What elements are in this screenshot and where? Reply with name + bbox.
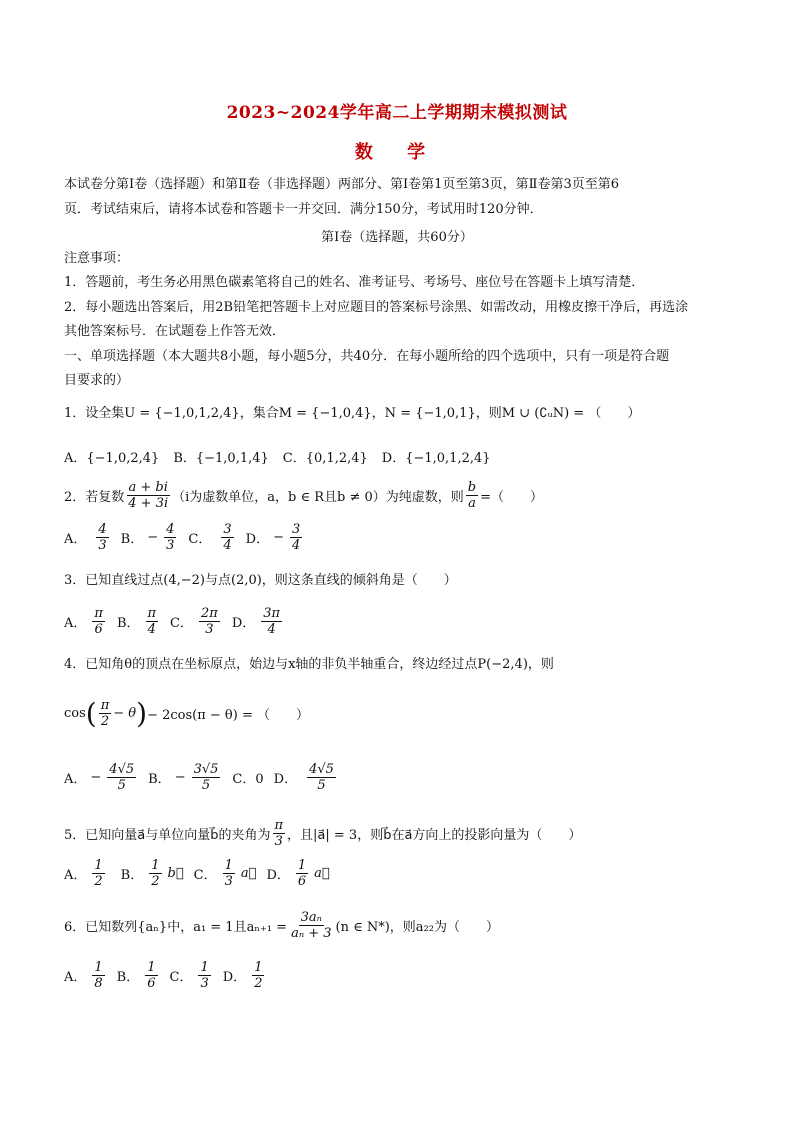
intro-line-1: 本试卷分第Ⅰ卷（选择题）和第Ⅱ卷（非选择题）两部分、第Ⅰ卷第1页至第3页，第Ⅱ卷第3页至第6 — [64, 177, 620, 192]
q2-stem — [64, 480, 543, 511]
q5-stem-post: ，且|a⃗| = 3，则b⃗在a⃗方向上的投影向量为（ ） — [287, 828, 582, 843]
q6-option-c — [170, 960, 213, 991]
q6-d-num: 1 — [254, 960, 263, 975]
q2-options — [64, 522, 304, 553]
q4-right-paren-icon: ) — [136, 696, 148, 730]
q1-option-c: C．{0,1,2,4} — [282, 451, 368, 466]
q3-d-den: 4 — [267, 622, 276, 637]
q3-option-c — [170, 606, 222, 637]
q3-c-frac — [199, 606, 220, 637]
q2-b-den: 3 — [166, 538, 175, 553]
q4-expr-mid: − θ — [113, 706, 137, 721]
q4-a-den: 5 — [117, 778, 126, 793]
q3-c-label: C． — [170, 616, 193, 631]
q5-d-suffix: a⃗ — [314, 866, 330, 881]
q5-d-den: 6 — [297, 874, 307, 889]
q5-d-num: 1 — [297, 858, 307, 873]
q5-option-b — [121, 858, 184, 889]
q2-option-a — [64, 522, 111, 553]
volume-heading: 第Ⅰ卷（选择题，共60分） — [321, 230, 473, 245]
q3-a-den: 6 — [94, 622, 103, 637]
q6-b-frac — [145, 960, 157, 991]
note-2-line-1: 2．每小题选出答案后，用2B铅笔把答题卡上对应题目的答案标号涂黑、如需改动，用橡皮擦干净后，再选涂 — [64, 300, 689, 315]
intro-line-2: 页．考试结束后，请将本试卷和答题卡一并交回．满分150分，考试用时120分钟． — [64, 202, 543, 217]
q6-c-num: 1 — [200, 960, 209, 975]
q3-d-num: 3π — [263, 606, 281, 621]
q4-option-d — [274, 762, 338, 793]
q5-a-label: A． — [64, 868, 87, 883]
q5-c-label: C． — [193, 868, 217, 883]
q3-b-label: B． — [116, 616, 140, 631]
q1-option-d: D．{−1,0,1,2,4} — [381, 451, 491, 466]
q4-d-den: 5 — [317, 778, 326, 793]
q5-a-den: 2 — [94, 874, 103, 889]
note-2-line-2: 其他答案标号．在试题卷上作答无效． — [64, 324, 286, 339]
q3-a-num: π — [94, 606, 103, 621]
q3-option-d — [232, 606, 284, 637]
q4-a-frac — [107, 762, 136, 793]
q4-b-den: 5 — [201, 778, 211, 793]
q5-c-suffix: a⃗ — [240, 866, 257, 881]
q2-frac-den: 4 + 3i — [128, 496, 169, 511]
q4-left-paren-icon: ( — [85, 696, 97, 730]
q5-b-suffix: b⃗ — [167, 866, 184, 881]
q3-a-frac — [92, 606, 105, 637]
q5-a-num: 1 — [94, 858, 103, 873]
q2-fraction — [126, 480, 170, 511]
q6-a-num: 1 — [94, 960, 103, 975]
q6-c-frac — [198, 960, 210, 991]
q2-b-sign: − — [147, 530, 159, 545]
q4-option-c: C．0 — [232, 772, 264, 787]
q6-stem-pre: 6．已知数列{aₙ}中，a₁ = 1且aₙ₊₁ = — [64, 920, 288, 935]
q3-b-frac — [146, 606, 159, 637]
q5-option-d — [266, 858, 329, 889]
q4-expression — [64, 698, 309, 729]
q6-c-label: C． — [169, 970, 193, 985]
q5-frac-num: π — [274, 818, 284, 833]
q2-c-frac — [221, 522, 233, 553]
q1-options — [64, 447, 491, 466]
q6-options — [64, 960, 266, 991]
q6-frac — [289, 910, 333, 941]
q5-b-label: B． — [120, 868, 144, 883]
q4-expr-frac — [99, 698, 112, 729]
q1-stem: 1．设全集U = {−1,0,1,2,4}，集合M = {−1,0,4}，N = {−1,0,1}，则M ∪ (∁ᵤN) = （ ） — [64, 406, 641, 421]
q2-stem-middle: （i为虚数单位，a，b ∈ R且b ≠ 0）为纯虚数，则 — [172, 490, 464, 505]
q3-d-frac — [261, 606, 282, 637]
notes-heading: 注意事项： — [64, 251, 130, 266]
q3-d-label: D． — [231, 616, 256, 631]
q4-b-frac — [192, 762, 221, 793]
q5-b-frac — [149, 858, 161, 889]
q2-d-sign: − — [273, 530, 284, 545]
q2-fraction-2 — [466, 480, 478, 511]
q2-frac2-num: b — [467, 480, 477, 495]
q6-d-label: D． — [222, 970, 247, 985]
q4-d-num: 4√5 — [309, 762, 334, 777]
q3-a-label: A． — [64, 616, 87, 631]
q2-a-label: A． — [64, 532, 87, 547]
q2-d-den: 4 — [292, 538, 301, 553]
q5-b-num: 1 — [151, 858, 160, 873]
q2-option-b — [121, 522, 179, 553]
q6-a-den: 8 — [94, 976, 103, 991]
q2-d-num: 3 — [292, 522, 301, 537]
q6-b-den: 6 — [147, 976, 156, 991]
q6-a-label: A． — [64, 970, 87, 985]
q5-stem-pre: 5．已知向量a⃗与单位向量b⃗的夹角为 — [64, 828, 271, 843]
q2-a-num: 4 — [98, 522, 107, 537]
q4-a-label: A． — [64, 772, 87, 787]
q3-b-num: π — [147, 606, 157, 621]
exam-title: 2023~2024学年高二上学期期末模拟测试 — [226, 103, 568, 123]
q4-b-label: B． — [148, 772, 171, 787]
q2-b-label: B． — [120, 532, 144, 547]
section-heading-line-2: 目要求的） — [64, 373, 130, 388]
q4-expr-num: π — [100, 698, 110, 713]
q3-b-den: 4 — [147, 622, 156, 637]
q1-option-a: A．{−1,0,2,4} — [64, 451, 160, 466]
q5-c-frac — [223, 858, 235, 889]
q6-frac-den: aₙ + 3 — [291, 926, 332, 941]
q6-b-num: 1 — [147, 960, 156, 975]
q4-b-sign: − — [174, 770, 186, 785]
q5-frac — [273, 818, 286, 849]
exam-subject: 数 学 — [354, 142, 440, 163]
q2-option-c — [188, 522, 235, 553]
q2-stem-suffix: =（ ） — [480, 490, 544, 505]
q4-options — [64, 762, 338, 793]
q6-a-frac — [92, 960, 104, 991]
q4-d-label: D． — [273, 772, 298, 787]
q5-stem — [64, 818, 581, 849]
q2-c-den: 4 — [223, 538, 232, 553]
q4-a-sign: − — [90, 770, 102, 785]
note-1: 1．答题前，考生务必用黑色碳素笔将自己的姓名、准考证号、考场号、座位号在答题卡上填写清楚． — [64, 275, 645, 290]
section-heading-line-1: 一、单项选择题（本大题共8小题，每小题5分，共40分．在每小题所给的四个选项中，只有一项是符合题 — [64, 349, 670, 364]
q3-c-den: 3 — [205, 622, 214, 637]
q2-frac-num: a + bi — [128, 480, 168, 495]
q6-c-den: 3 — [200, 976, 209, 991]
q6-option-d — [223, 960, 267, 991]
q2-d-frac — [290, 522, 302, 553]
q2-c-label: C． — [188, 532, 212, 547]
q2-a-frac — [96, 522, 108, 553]
q2-b-num: 4 — [166, 522, 175, 537]
q2-b-frac — [164, 522, 176, 553]
q4-option-a — [64, 762, 138, 793]
q2-a-den: 3 — [98, 538, 107, 553]
q2-c-num: 3 — [223, 522, 232, 537]
q3-option-b — [117, 606, 160, 637]
q4-d-frac — [307, 762, 336, 793]
q4-a-num: 4√5 — [109, 762, 135, 777]
q6-b-label: B． — [116, 970, 140, 985]
q5-option-a — [64, 858, 111, 889]
q4-expr-pre: cos — [64, 706, 86, 721]
q2-stem-prefix: 2．若复数 — [64, 490, 125, 505]
q3-stem: 3．已知直线过点(4,−2)与点(2,0)，则这条直线的倾斜角是（ ） — [64, 573, 457, 588]
q2-option-d — [246, 522, 305, 553]
q5-c-num: 1 — [224, 858, 233, 873]
q6-option-b — [117, 960, 160, 991]
q4-b-num: 3√5 — [193, 762, 219, 777]
q4-option-b — [148, 762, 222, 793]
q5-b-den: 2 — [151, 874, 160, 889]
q6-option-a — [64, 960, 107, 991]
q4-expr-den: 2 — [100, 714, 110, 729]
q5-d-frac — [296, 858, 308, 889]
q5-c-den: 3 — [224, 874, 233, 889]
q2-frac2-den: a — [468, 496, 476, 511]
q3-option-a — [64, 606, 107, 637]
q6-d-den: 2 — [254, 976, 263, 991]
q6-stem-post: (n ∈ N*)，则a₂₂为（ ） — [335, 920, 499, 935]
q3-options — [64, 606, 284, 637]
q6-d-frac — [252, 960, 264, 991]
q6-stem — [64, 910, 499, 941]
q4-stem: 4．已知角θ的顶点在坐标原点，始边与x轴的非负半轴重合，终边经过点P(−2,4)，则 — [64, 657, 554, 672]
q5-d-label: D． — [266, 868, 290, 883]
q3-c-num: 2π — [201, 606, 218, 621]
q5-a-frac — [92, 858, 104, 889]
q6-frac-num: 3aₙ — [300, 910, 322, 925]
q5-options — [64, 858, 330, 889]
q4-expr-post: − 2cos(π − θ) = （ ） — [147, 708, 309, 723]
q1-option-b: B．{−1,0,1,4} — [173, 451, 269, 466]
q5-option-c — [194, 858, 257, 889]
q5-frac-den: 3 — [274, 834, 283, 849]
q2-d-label: D． — [245, 532, 270, 547]
